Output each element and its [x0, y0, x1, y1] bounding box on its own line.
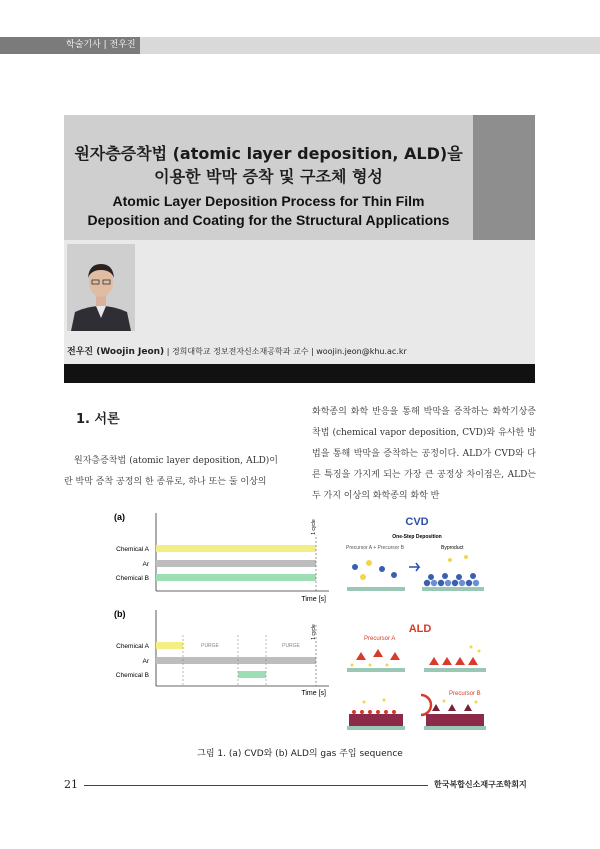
ald-film-step3 [349, 699, 403, 727]
body-right-column: 화학종의 화학 반응을 통해 박막을 증착하는 화학기상증착법 (chemical vapor deposition, CVD)와 유사한 방법을 통해 박막을 증착하는 공정이다. ALD가 CVD와 다른 특징을 가지게 되는 가장 큰 공정상 차이점은, ALD는 두 가지 이상의 화학종의 화학 반 [312, 407, 536, 501]
cvd-substrate-right [422, 587, 484, 591]
cvd-substrate-left [347, 587, 405, 591]
author-line [67, 344, 407, 357]
ald-substrate-2 [424, 668, 486, 672]
korean-title [64, 142, 473, 188]
author-photo [67, 244, 135, 331]
panel-a-cycle-label: 1 cycle [311, 519, 317, 535]
ald-substrate-1 [347, 668, 405, 672]
english-title-line1: Atomic Layer Deposition Process for Thin Film [112, 193, 425, 209]
panel-b-label-ar: Ar [142, 658, 149, 665]
panel-b-bar-chem-a [156, 642, 183, 649]
author-affiliation: | 경희대학교 정보전자신소재공학과 교수 | woojin.jeon@khu.ac.kr [166, 347, 407, 356]
panel-b-bar-chem-b [238, 671, 266, 678]
panel-a-label: (a) [114, 512, 125, 522]
panel-b-cycle-label: 1 cycle [311, 624, 317, 640]
page-number: 21 [64, 778, 78, 791]
author-divider [64, 364, 535, 383]
ald-molecules-step1 [351, 649, 401, 667]
panel-b-bar-ar [156, 657, 316, 664]
journal-name: 한국복합신소재구조학회지 [434, 780, 527, 789]
cvd-molecules-left [352, 560, 397, 580]
panel-a-bar-chem-a [156, 545, 316, 552]
body-left-column: 원자층증착법 (atomic layer deposition, ALD)이란 박막 증착 공정의 한 종류로, 하나 또는 둘 이상의 [64, 456, 278, 487]
panel-a-label-chem-a: Chemical A [116, 546, 149, 553]
cvd-heading: CVD [405, 516, 429, 528]
cvd-precursor-label: Precursor A + Precursor B [346, 545, 404, 551]
cvd-arrow-icon [409, 563, 419, 571]
english-title-line2: Deposition and Coating for the Structural Applications [87, 212, 450, 228]
panel-b-label: (b) [114, 609, 126, 619]
footer-rule [84, 785, 428, 786]
ald-cycle-arrow-icon [421, 695, 431, 715]
panel-a-bar-ar [156, 560, 316, 567]
panel-a-bar-chem-b [156, 574, 316, 581]
panel-b-time-label: Time [s] [301, 690, 326, 697]
author-portrait-icon [67, 244, 135, 331]
ald-precursor-a-label: Precursor A [364, 636, 396, 642]
gas-sequence-diagram [64, 505, 544, 740]
panel-a-label-chem-b: Chemical B [115, 575, 149, 582]
panel-b-label-chem-b: Chemical B [115, 672, 149, 679]
cvd-one-step-label: One-Step Deposition [392, 534, 442, 540]
ald-substrate-3 [347, 726, 405, 730]
section-heading: 1. 서론 [76, 412, 120, 427]
panel-b-label-chem-a: Chemical A [116, 643, 149, 650]
ald-film-step4 [426, 700, 484, 727]
panel-b-purge-2: PURGE [282, 643, 300, 649]
korean-title-line2: 이용한 박막 증착 및 구조체 형성 [154, 167, 383, 186]
ald-precursor-b-label: Precursor B [449, 691, 481, 697]
panel-a-time-label: Time [s] [301, 596, 326, 603]
cvd-film-right [424, 555, 479, 586]
ald-molecules-step2 [429, 646, 481, 666]
figure-1 [64, 505, 544, 740]
ald-heading: ALD [408, 623, 432, 635]
panel-b-purge-1: PURGE [201, 643, 219, 649]
header-tag: 학술기사 | 전우진 [0, 37, 140, 54]
cvd-byproduct-label: Byproduct [441, 545, 464, 551]
title-accent [473, 115, 535, 240]
figure-caption: 그림 1. (a) CVD와 (b) ALD의 gas 주입 sequence [197, 749, 403, 759]
english-title [64, 192, 473, 230]
panel-a-label-ar: Ar [142, 561, 149, 568]
korean-title-line1: 원자층증착법 (atomic layer deposition, ALD)을 [74, 144, 463, 163]
ald-substrate-4 [424, 726, 486, 730]
author-name: 전우진 (Woojin Jeon) [67, 347, 165, 357]
